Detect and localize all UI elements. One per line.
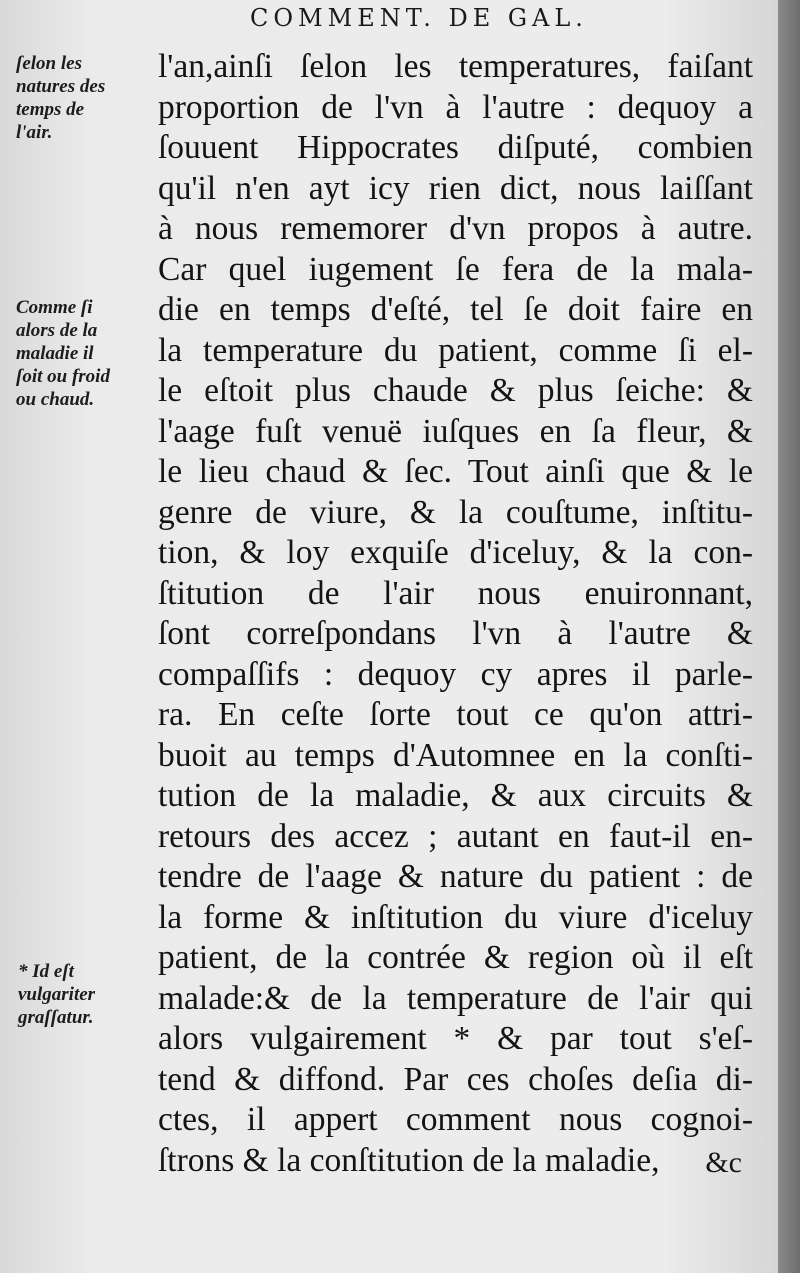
margin-note-line: temps de bbox=[16, 99, 85, 120]
text-line: malade:& de la temperature de l'air qui bbox=[158, 979, 753, 1017]
text-line: patient, de la contrée & region où il eſt bbox=[158, 939, 753, 976]
text-line: ſtrons & la conſtitution de la maladie, bbox=[158, 1141, 660, 1179]
text-line: à nous rememorer d'vn propos à autre. bbox=[158, 210, 753, 247]
text-line: proportion de l'vn à l'autre : dequoy a bbox=[158, 88, 753, 126]
margin-note-line: l'air. bbox=[16, 122, 53, 143]
text-line: tution de la maladie, & aux circuits & bbox=[158, 777, 753, 814]
text-line: buoit au temps d'Automnee en la conſti- bbox=[158, 736, 753, 774]
margin-note-line: ſelon les bbox=[16, 53, 82, 74]
text-line: ſtitution de l'air nous enuironnant, bbox=[158, 574, 753, 612]
text-line: qu'il n'en ayt icy rien dict, nous laiſſant bbox=[158, 169, 753, 207]
margin-note-line: * Id eſt bbox=[18, 961, 74, 982]
text-line: le lieu chaud & ſec. Tout ainſi que & le bbox=[158, 453, 753, 490]
text-line: compaſſifs : dequoy cy apres il parle- bbox=[158, 655, 753, 693]
text-line: alors vulgairement * & par tout s'eſ- bbox=[158, 1020, 753, 1057]
text-line: Car quel iugement ſe fera de la mala- bbox=[158, 250, 753, 288]
text-line: die en temps d'eſté, tel ſe doit faire en bbox=[158, 291, 753, 328]
text-line: ſouuent Hippocrates diſputé, combien bbox=[158, 129, 753, 166]
text-line: ra. En ceſte ſorte tout ce qu'on attri- bbox=[158, 696, 753, 733]
margin-note-line: maladie il bbox=[16, 343, 94, 364]
margin-note-line: natures des bbox=[16, 76, 106, 97]
margin-note-line: graſſatur. bbox=[18, 1007, 94, 1028]
margin-note-line: alors de la bbox=[16, 320, 98, 341]
text-line: la temperature du patient, comme ſi el- bbox=[158, 331, 753, 369]
margin-note-comme-si bbox=[16, 296, 110, 411]
margin-note-line: ſoit ou froid bbox=[16, 366, 110, 387]
page-edge-shadow bbox=[778, 0, 800, 1273]
text-line: retours des accez ; autant en faut-il en- bbox=[158, 817, 753, 855]
margin-note-line: ou chaud. bbox=[16, 389, 95, 410]
text-line: tion, & loy exquiſe d'iceluy, & la con- bbox=[158, 534, 753, 571]
text-line: tend & diffond. Par ces choſes deſia di- bbox=[158, 1060, 753, 1098]
text-line: tendre de l'aage & nature du patient : de bbox=[158, 858, 753, 895]
running-head: COMMENT. DE GAL. bbox=[250, 4, 588, 32]
margin-note-line: Comme ſi bbox=[16, 297, 93, 318]
margin-note-line: vulgariter bbox=[18, 984, 96, 1005]
main-text-block bbox=[158, 47, 753, 1181]
text-line: l'an,ainſi ſelon les temperatures, faiſant bbox=[158, 48, 753, 85]
catchword: &c bbox=[705, 1146, 742, 1179]
text-line: genre de viure, & la couſtume, inſtitu- bbox=[158, 493, 753, 531]
text-line: ctes, il appert comment nous cognoi- bbox=[158, 1101, 753, 1138]
text-line: la forme & inſtitution du viure d'iceluy bbox=[158, 898, 753, 936]
text-line: l'aage fuſt venuë iuſques en ſa fleur, & bbox=[158, 412, 753, 450]
text-line: ſont correſpondans l'vn à l'autre & bbox=[158, 615, 753, 652]
margin-note-natures bbox=[16, 52, 105, 144]
text-line: le eſtoit plus chaude & plus ſeiche: & bbox=[158, 372, 753, 409]
margin-note-id-est bbox=[18, 960, 95, 1029]
